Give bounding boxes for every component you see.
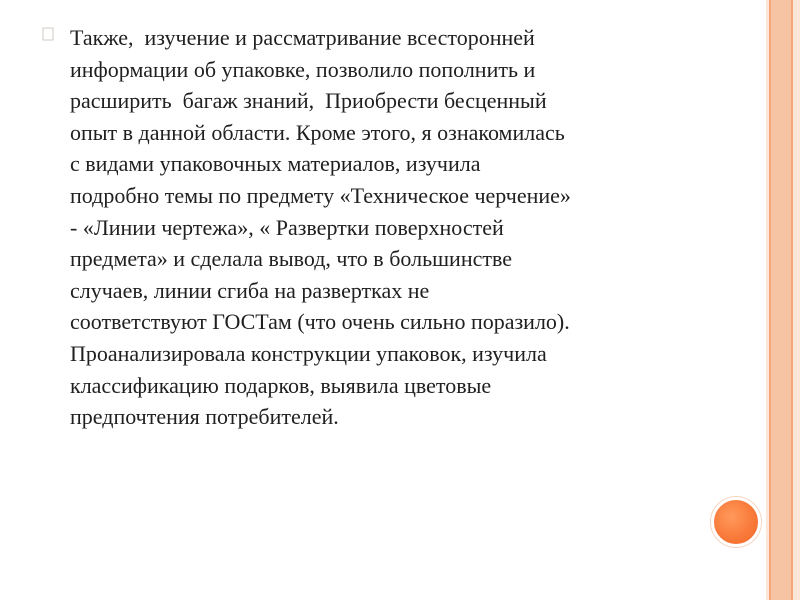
text-line: информации об упаковке, позволило пополнить и <box>70 56 536 82</box>
box-bullet-icon <box>38 24 58 44</box>
text-line: классификацию подарков, выявила цветовые <box>70 372 492 398</box>
text-line: случаев, линии сгиба на развертках не <box>70 277 430 303</box>
text-line: предпочтения потребителей. <box>70 404 339 430</box>
text-line: предмета» и сделала вывод, что в большинстве <box>70 246 512 272</box>
right-frame-line <box>769 0 771 600</box>
right-frame-band <box>770 0 792 600</box>
text-line: соответствуют ГОСТам (что очень сильно поразило). <box>70 309 570 335</box>
text-line: с видами упаковочных материалов, изучила <box>70 151 481 177</box>
text-line: расширить багаж знаний, Приобрести бесценный <box>70 88 547 114</box>
text-line: Проанализировала конструкции упаковок, изучила <box>70 340 547 366</box>
decorative-orange-circle <box>711 497 761 547</box>
right-frame-line <box>791 0 793 600</box>
text-line: - «Линии чертежа», « Развертки поверхностей <box>70 214 504 240</box>
text-line: опыт в данной области. Кроме этого, я ознакомилась <box>70 119 565 145</box>
text-line: Также, изучение и рассматривание всесторонней <box>70 25 535 50</box>
text-line: подробно темы по предмету «Техническое черчение» <box>70 182 571 208</box>
body-text <box>70 22 710 433</box>
